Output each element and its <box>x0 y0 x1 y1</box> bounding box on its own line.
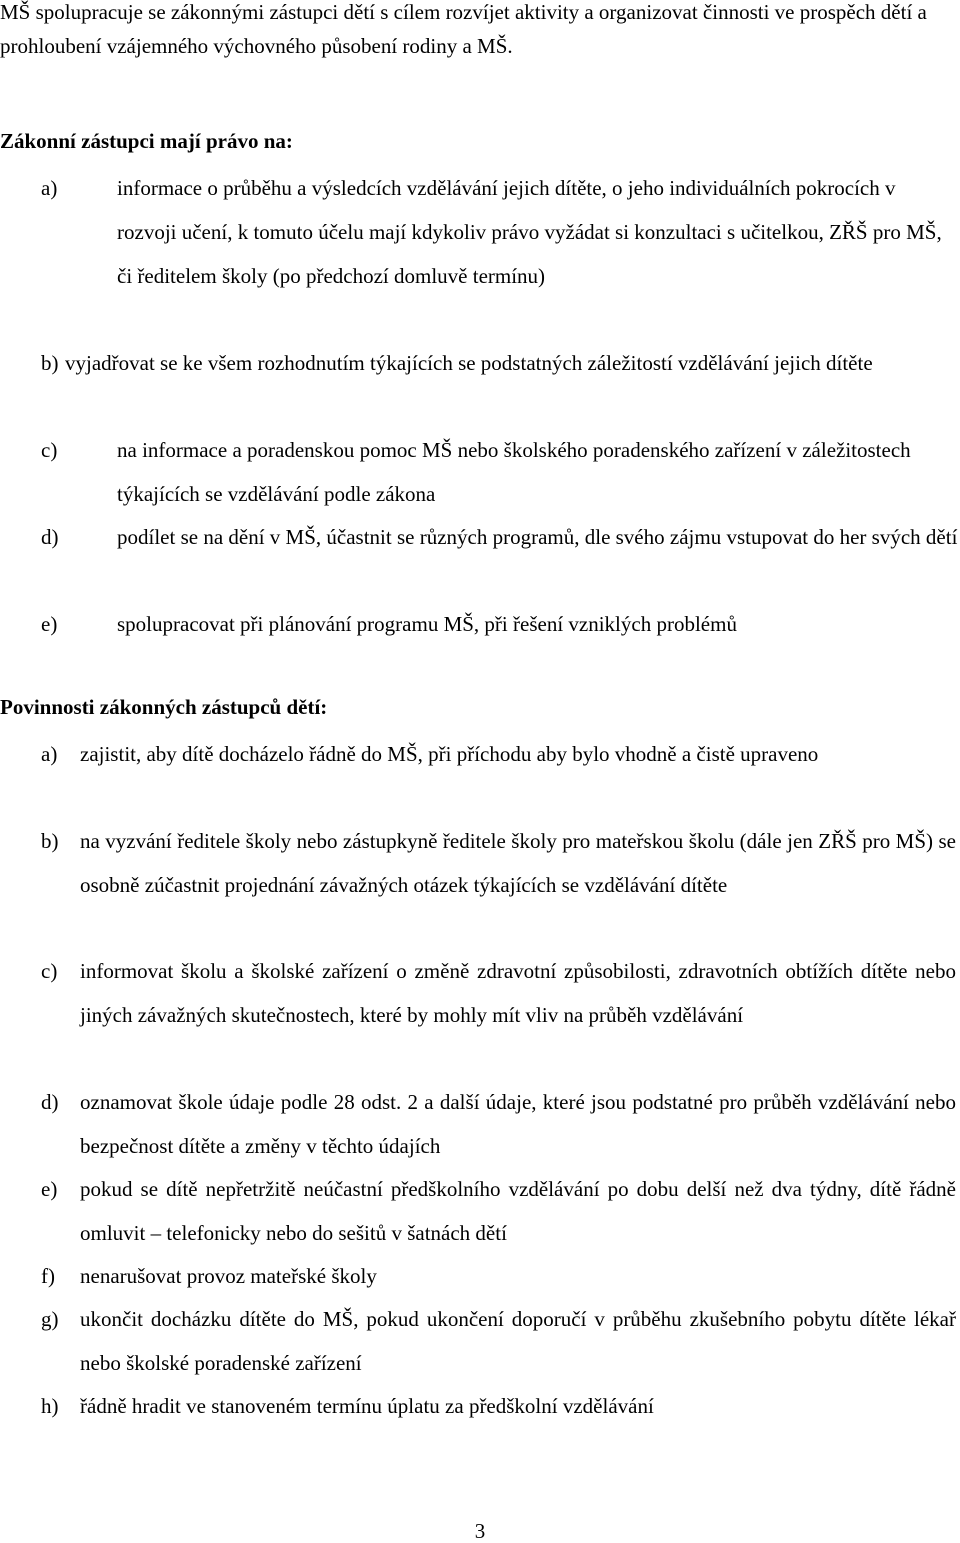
duties-item-d <box>41 1080 956 1168</box>
list-label: f) <box>41 1264 55 1288</box>
list-text: podílet se na dění v MŠ, účastnit se různých programů, dle svého zájmu vstupovat do her svých dětí <box>117 525 958 549</box>
duties-heading: Povinnosti zákonných zástupců dětí: <box>0 695 328 719</box>
duties-item-g <box>41 1297 956 1385</box>
list-text: pokud se dítě nepřetržitě neúčastní předškolního vzdělávání po dobu delší než dva týdny, dítě řádně omluvit – telefonicky nebo do sešitů v šatnách dětí <box>80 1177 956 1245</box>
list-text: oznamovat škole údaje podle 28 odst. 2 a další údaje, které jsou podstatné pro průběh vzdělávání nebo bezpečnost dítěte a změny v těchto údajích <box>80 1090 956 1158</box>
rights-item-a <box>41 166 960 298</box>
list-label: c) <box>41 959 58 983</box>
list-label: a) <box>41 742 58 766</box>
duties-item-c <box>41 949 956 1037</box>
intro-paragraph: MŠ spolupracuje se zákonnými zástupci dětí s cílem rozvíjet aktivity a organizovat činnosti ve prospěch dětí a prohloubení vzájemného výchovného působení rodiny a MŠ. <box>0 0 927 58</box>
list-label: b) <box>41 829 59 853</box>
list-text: spolupracovat při plánování programu MŠ, při řešení vzniklých problémů <box>117 612 737 636</box>
duties-item-a <box>41 732 956 776</box>
list-label: b) <box>41 351 59 375</box>
list-label: d) <box>41 1090 59 1114</box>
list-text: vyjadřovat se ke všem rozhodnutím týkajících se podstatných záležitostí vzdělávání jejich dítěte <box>65 351 873 375</box>
list-label: e) <box>41 612 58 636</box>
list-label: g) <box>41 1307 59 1331</box>
list-text: informovat školu a školské zařízení o změně zdravotní způsobilosti, zdravotních obtížích dítěte nebo jiných závažných skutečnostech, které by mohly mít vliv na průběh vzdělávání <box>80 959 956 1027</box>
list-label: d) <box>41 525 59 549</box>
list-text: ukončit docházku dítěte do MŠ, pokud ukončení doporučí v průběhu zkušebního pobytu dítěte lékař nebo školské poradenské zařízení <box>80 1307 956 1375</box>
rights-item-c <box>41 428 960 516</box>
list-text: zajistit, aby dítě docházelo řádně do MŠ, při příchodu aby bylo vhodně a čistě upraveno <box>80 742 819 766</box>
rights-item-e <box>41 602 960 646</box>
list-text: nenarušovat provoz mateřské školy <box>80 1264 377 1288</box>
duties-item-h <box>41 1384 956 1428</box>
rights-heading: Zákonní zástupci mají právo na: <box>0 129 293 153</box>
rights-item-d <box>41 515 960 559</box>
list-label: c) <box>41 438 58 462</box>
duties-item-f <box>41 1254 956 1298</box>
rights-item-b <box>41 341 960 385</box>
list-label: e) <box>41 1177 58 1201</box>
list-text: řádně hradit ve stanoveném termínu úplatu za předškolní vzdělávání <box>80 1394 654 1418</box>
list-text: informace o průběhu a výsledcích vzdělávání jejich dítěte, o jeho individuálních pokrocích v rozvoji učení, k tomuto účelu mají kdykoliv právo vyžádat si konzultaci s učitelkou, ZŘŠ pro MŠ, či ředitelem školy (po předchozí domluvě termínu) <box>117 176 942 288</box>
duties-item-b <box>41 819 956 907</box>
list-label: h) <box>41 1394 59 1418</box>
duties-item-e <box>41 1167 956 1255</box>
list-label: a) <box>41 176 58 200</box>
page-number: 3 <box>474 1519 486 1543</box>
list-text: na vyzvání ředitele školy nebo zástupkyně ředitele školy pro mateřskou školu (dále jen ZŘŠ pro MŠ) se osobně zúčastnit projednání závažných otázek týkajících se vzdělávání dítěte <box>80 829 956 897</box>
list-text: na informace a poradenskou pomoc MŠ nebo školského poradenského zařízení v záležitostech týkajících se vzdělávání podle zákona <box>117 438 911 506</box>
